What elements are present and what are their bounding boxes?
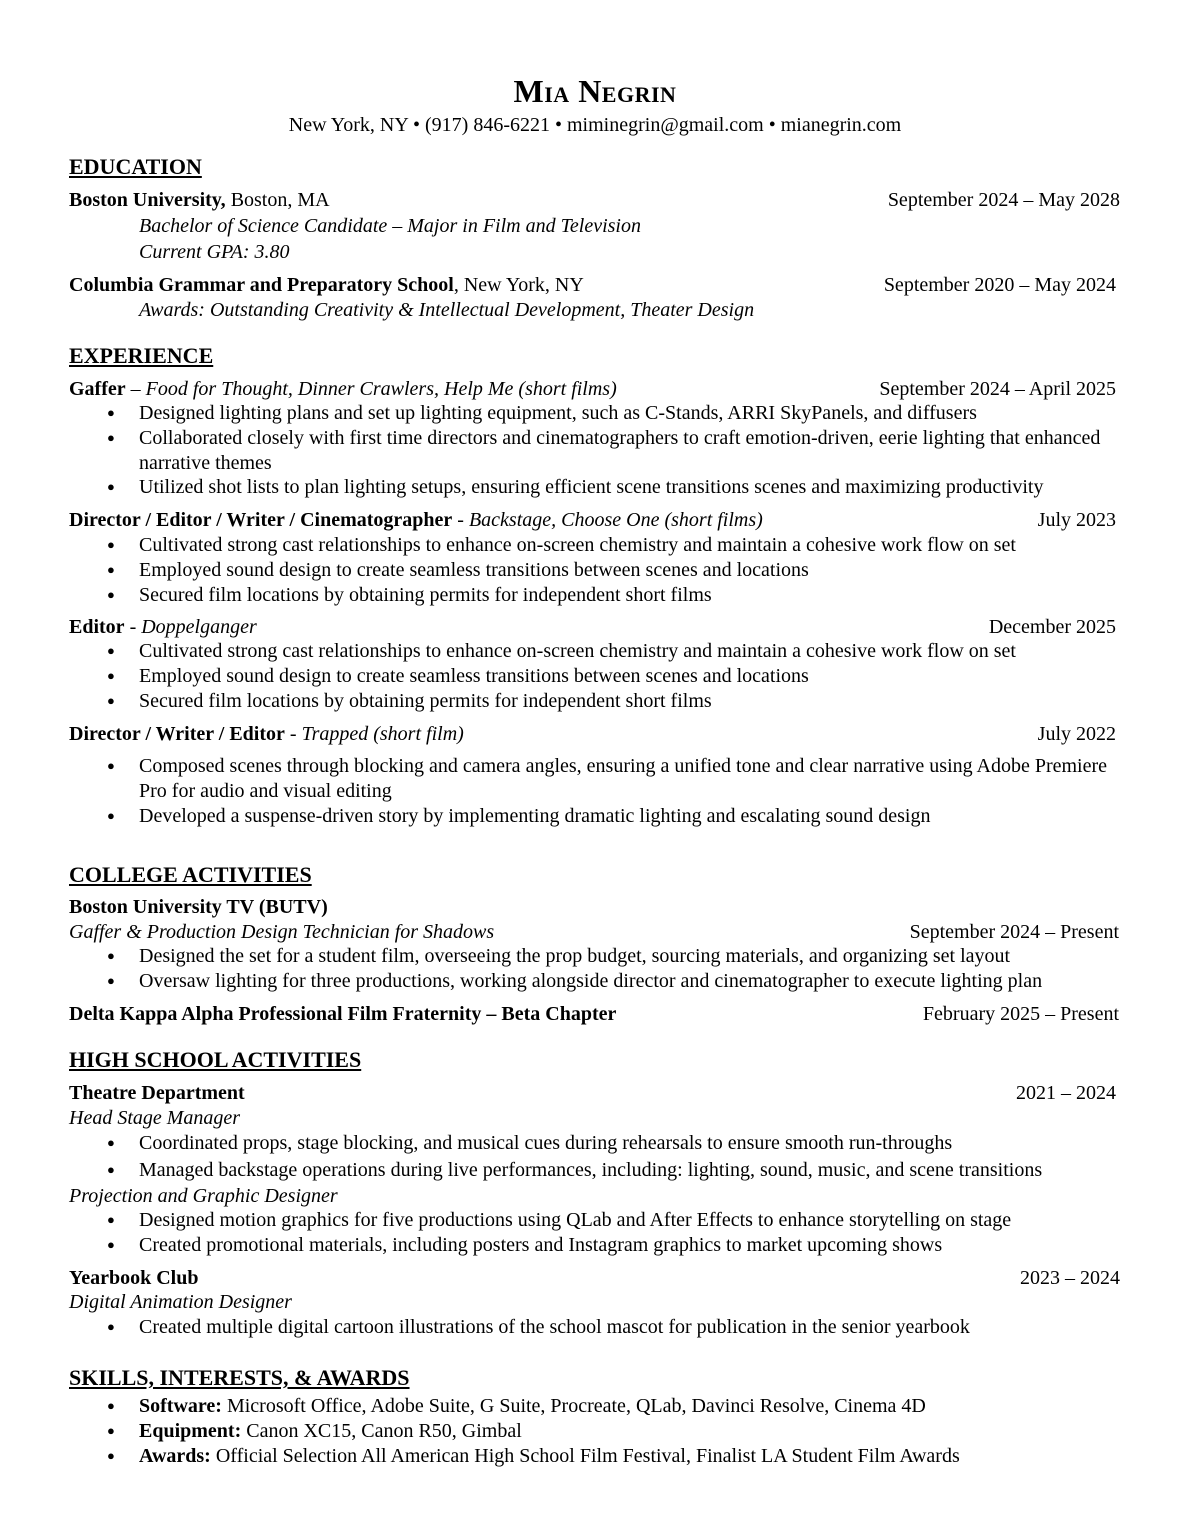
list-item: ● Coordinated props, stage blocking, and musical cues during rehearsals to ensure smooth run-throughs — [69, 1131, 1118, 1156]
list-item: ● Secured film locations by obtaining permits for independent short films — [69, 689, 1118, 714]
activity-role: Gaffer & Production Design Technician for Shadows — [69, 921, 495, 943]
role-title: Director / Editor / Writer / Cinematographer — [69, 509, 453, 531]
role-title: Gaffer — [69, 378, 126, 400]
entry-dates: September 2024 – May 2028 — [887, 189, 1120, 211]
role-separator: - — [284, 723, 302, 745]
role-separator: – — [125, 378, 146, 400]
bullet-list — [69, 401, 1118, 500]
project-title: Backstage, Choose One (short films) — [468, 509, 763, 531]
list-item: ● Oversaw lighting for three productions, working alongside director and cinematographer to execute lighting plan — [69, 969, 1118, 994]
awards-line: Awards: Outstanding Creativity & Intellectual Development, Theater Design — [139, 299, 755, 321]
section-heading-education: EDUCATION — [69, 154, 202, 179]
gpa-line: Current GPA: 3.80 — [139, 241, 290, 263]
role-title: Editor — [69, 616, 125, 638]
skill-value: Canon XC15, Canon R50, Gimbal — [241, 1419, 522, 1442]
school-name: Boston University, — [69, 189, 226, 211]
activity-entry — [69, 1002, 1119, 1026]
section-heading-skills: SKILLS, INTERESTS, & AWARDS — [69, 1365, 410, 1390]
role-separator: - — [124, 616, 142, 638]
entry-dates: September 2020 – May 2024 — [883, 274, 1116, 296]
list-item — [69, 1394, 1118, 1419]
list-item: ● Secured film locations by obtaining permits for independent short films — [69, 583, 1118, 608]
entry-dates: February 2025 – Present — [922, 1003, 1119, 1025]
bullet-list — [69, 533, 1118, 607]
bullet-list — [69, 1315, 1118, 1340]
list-item: ● Designed lighting plans and set up lighting equipment, such as C-Stands, ARRI SkyPanels, and diffusers — [69, 401, 1118, 426]
bullet-list — [69, 1208, 1118, 1258]
entry-dates: 2023 – 2024 — [1020, 1267, 1120, 1289]
project-title: Doppelganger — [141, 616, 257, 638]
list-item — [69, 1419, 1118, 1444]
entry-dates: July 2022 — [1037, 723, 1116, 745]
project-title: Trapped (short film) — [301, 723, 464, 745]
activity-entry — [69, 1266, 1120, 1290]
experience-entry — [69, 722, 1116, 746]
organization-name: Delta Kappa Alpha Professional Film Fraternity – Beta Chapter — [69, 1003, 617, 1025]
section-heading-high-school-activities: HIGH SCHOOL ACTIVITIES — [69, 1047, 362, 1072]
activity-role: Digital Animation Designer — [69, 1291, 292, 1313]
section-heading-college-activities: COLLEGE ACTIVITIES — [69, 862, 312, 887]
list-item: ● Managed backstage operations during live performances, including: lighting, sound, music, and scene transitions — [69, 1158, 1118, 1183]
skill-label: Awards: — [139, 1444, 211, 1467]
list-item: ● Cultivated strong cast relationships to enhance on-screen chemistry and maintain a cohesive work flow on set — [69, 639, 1118, 664]
bullet-list — [69, 754, 1118, 828]
list-item: ● Cultivated strong cast relationships to enhance on-screen chemistry and maintain a cohesive work flow on set — [69, 533, 1118, 558]
list-item: ● Employed sound design to create seamless transitions between scenes and locations — [69, 558, 1118, 583]
skill-value: Microsoft Office, Adobe Suite, G Suite, Procreate, QLab, Davinci Resolve, Cinema 4D — [221, 1395, 926, 1417]
list-item: ● Created promotional materials, including posters and Instagram graphics to market upcoming shows — [69, 1233, 1118, 1258]
bullet-list — [69, 944, 1118, 994]
skill-label: Software: — [139, 1395, 222, 1417]
skill-value: Official Selection All American High School Film Festival, Finalist LA Student Film Awards — [210, 1444, 960, 1467]
experience-entry — [69, 508, 1116, 532]
list-item: ● Utilized shot lists to plan lighting setups, ensuring efficient scene transitions scenes and maximizing productivity — [69, 475, 1118, 500]
school-location: Boston, MA — [225, 189, 330, 211]
list-item: ● Composed scenes through blocking and camera angles, ensuring a unified tone and clear narrative using Adobe Premiere Pro for audio and visual editing — [69, 754, 1118, 804]
list-item: ● Designed the set for a student film, overseeing the prop budget, sourcing materials, and organizing set layout — [69, 944, 1118, 969]
activity-role: Projection and Graphic Designer — [69, 1185, 338, 1207]
bullet-list — [69, 1131, 1118, 1183]
organization-name: Theatre Department — [69, 1082, 245, 1104]
entry-dates: September 2024 – April 2025 — [879, 378, 1116, 400]
list-item: ● Employed sound design to create seamless transitions between scenes and locations — [69, 664, 1118, 689]
school-name: Columbia Grammar and Preparatory School — [69, 274, 454, 296]
role-title: Director / Writer / Editor — [69, 723, 285, 745]
entry-dates: September 2024 – Present — [909, 921, 1119, 943]
role-separator: - — [452, 509, 469, 531]
experience-entry — [69, 615, 1116, 639]
list-item: ● Developed a suspense-driven story by implementing dramatic lighting and escalating sound design — [69, 804, 1118, 829]
education-entry — [69, 273, 1116, 297]
entry-dates: July 2023 — [1037, 509, 1116, 531]
contact-line: New York, NY • (917) 846-6221 • miminegrin@gmail.com • mianegrin.com — [288, 114, 902, 136]
section-heading-experience: EXPERIENCE — [69, 343, 214, 368]
resume-name: Mia Negrin — [513, 73, 677, 109]
skill-label: Equipment: — [139, 1419, 242, 1442]
activity-role: Head Stage Manager — [69, 1107, 241, 1129]
organization-name: Boston University TV (BUTV) — [69, 896, 328, 918]
list-item — [69, 1444, 1118, 1469]
skills-list — [69, 1394, 1118, 1468]
list-item: ● Created multiple digital cartoon illustrations of the school mascot for publication in the senior yearbook — [69, 1315, 1118, 1340]
school-location: , New York, NY — [453, 274, 584, 296]
project-title: Food for Thought, Dinner Crawlers, Help Me (short films) — [145, 378, 617, 400]
education-entry — [69, 188, 1120, 212]
degree-line: Bachelor of Science Candidate – Major in Film and Television — [139, 215, 641, 237]
activity-entry — [69, 1081, 1116, 1105]
bullet-list — [69, 639, 1118, 713]
list-item: ● Collaborated closely with first time directors and cinematographers to craft emotion-driven, eerie lighting that enhanced narrative themes — [69, 426, 1118, 476]
list-item: ● Designed motion graphics for five productions using QLab and After Effects to enhance storytelling on stage — [69, 1208, 1118, 1233]
activity-role-row — [69, 920, 1119, 944]
entry-dates: December 2025 — [988, 616, 1116, 638]
experience-entry — [69, 377, 1116, 401]
entry-dates: 2021 – 2024 — [1016, 1082, 1116, 1104]
organization-name: Yearbook Club — [69, 1267, 199, 1289]
